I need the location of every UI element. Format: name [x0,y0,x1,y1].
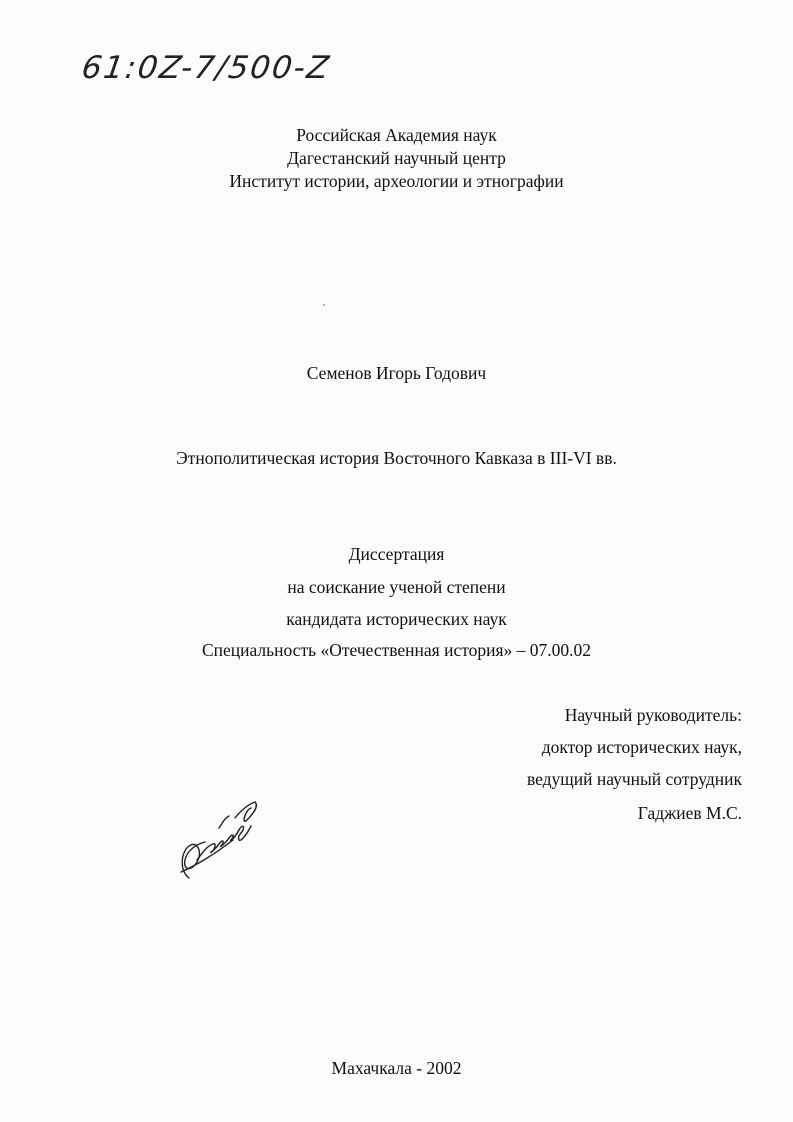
institution-line-3: Институт истории, археологии и этнографии [229,171,564,191]
dissertation-label: Диссертация [348,544,445,564]
institution-line-2: Дагестанский научный центр [287,148,506,168]
degree-purpose: на соискание ученой степени [287,577,506,597]
archive-code-handwritten: 61:0Z-7/500-Z [79,50,333,86]
author-signature [175,800,260,882]
specialty-line: Специальность «Отечественная история» – 07.00.02 [201,640,592,660]
institution-line-1: Российская Академия наук [296,125,497,145]
supervisor-name: Гаджиев М.С. [637,803,742,823]
scan-speck [323,304,325,306]
degree-field: кандидата исторических наук [286,609,507,629]
supervisor-label: Научный руководитель: [564,705,742,725]
dissertation-title: Этнополитическая история Восточного Кавказа в III-VI вв. [176,448,617,468]
supervisor-position: ведущий научный сотрудник [526,769,742,789]
supervisor-degree: доктор исторических наук, [541,737,742,757]
author-name: Семенов Игорь Годович [306,363,487,383]
place-and-year: Махачкала - 2002 [331,1058,462,1078]
